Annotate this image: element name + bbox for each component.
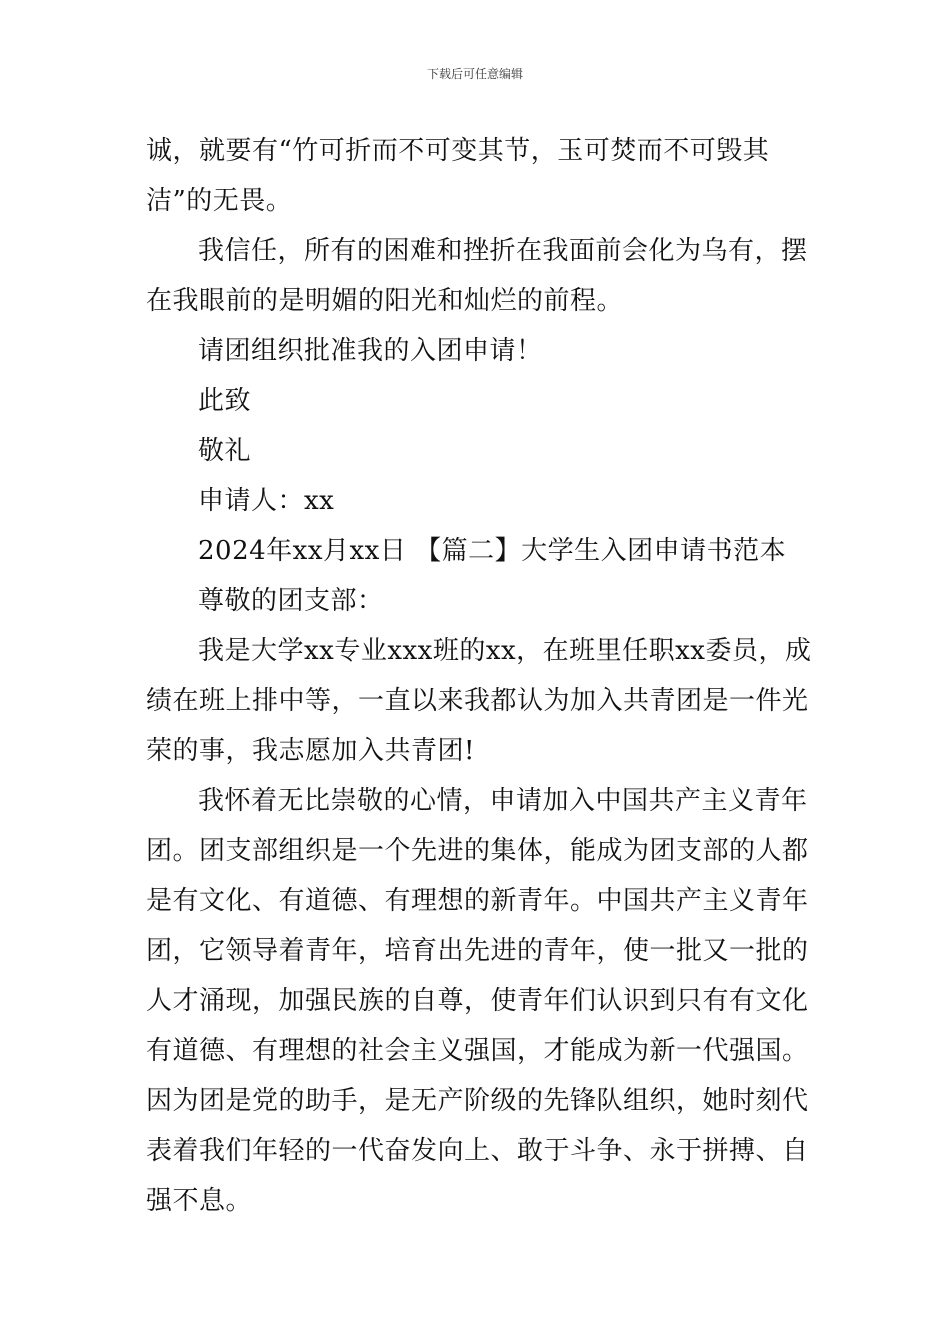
text-line: 人才涌现，加强民族的自尊，使青年们认识到只有有文化 <box>146 986 809 1016</box>
text-line: 团，它领导着青年，培育出先进的青年，使一批又一批的 <box>146 936 809 966</box>
page-header: 下载后可任意编辑 <box>426 67 523 81</box>
text-line: 是有文化、有道德、有理想的新青年。中国共产主义青年 <box>146 886 809 916</box>
text-line: 请团组织批准我的入团申请！ <box>198 336 543 366</box>
document-body <box>146 126 812 1226</box>
text-line: 洁”的无畏。 <box>146 186 293 216</box>
text-line: 表着我们年轻的一代奋发向上、敢于斗争、永于拼搏、自 <box>146 1136 809 1166</box>
text-line: 我信任，所有的困难和挫折在我面前会化为乌有，摆 <box>198 236 808 266</box>
text-line: 在我眼前的是明媚的阳光和灿烂的前程。 <box>146 286 624 316</box>
text-line: 我是大学xx专业xxx班的xx，在班里任职xx委员，成 <box>198 636 812 666</box>
text-line: 尊敬的团支部： <box>198 586 384 616</box>
text-line: 团。团支部组织是一个先进的集体，能成为团支部的人都 <box>146 836 809 866</box>
text-line: 绩在班上排中等，一直以来我都认为加入共青团是一件光 <box>146 686 809 716</box>
text-line: 我怀着无比崇敬的心情，申请加入中国共产主义青年 <box>198 786 808 816</box>
text-line: 此致 <box>198 386 252 416</box>
text-line: 诚，就要有“竹可折而不可变其节，玉可焚而不可毁其 <box>146 136 770 166</box>
text-line: 强不息。 <box>146 1186 253 1216</box>
text-line: 有道德、有理想的社会主义强国，才能成为新一代强国。 <box>146 1036 809 1066</box>
text-line: 申请人：xx <box>198 486 335 516</box>
text-line: 敬礼 <box>198 436 252 466</box>
text-line: 荣的事，我志愿加入共青团! <box>146 736 475 766</box>
text-line: 因为团是党的助手，是无产阶级的先锋队组织，她时刻代 <box>146 1086 809 1116</box>
text-line: 2024年xx月xx日 【篇二】大学生入团申请书范本 <box>198 536 787 566</box>
